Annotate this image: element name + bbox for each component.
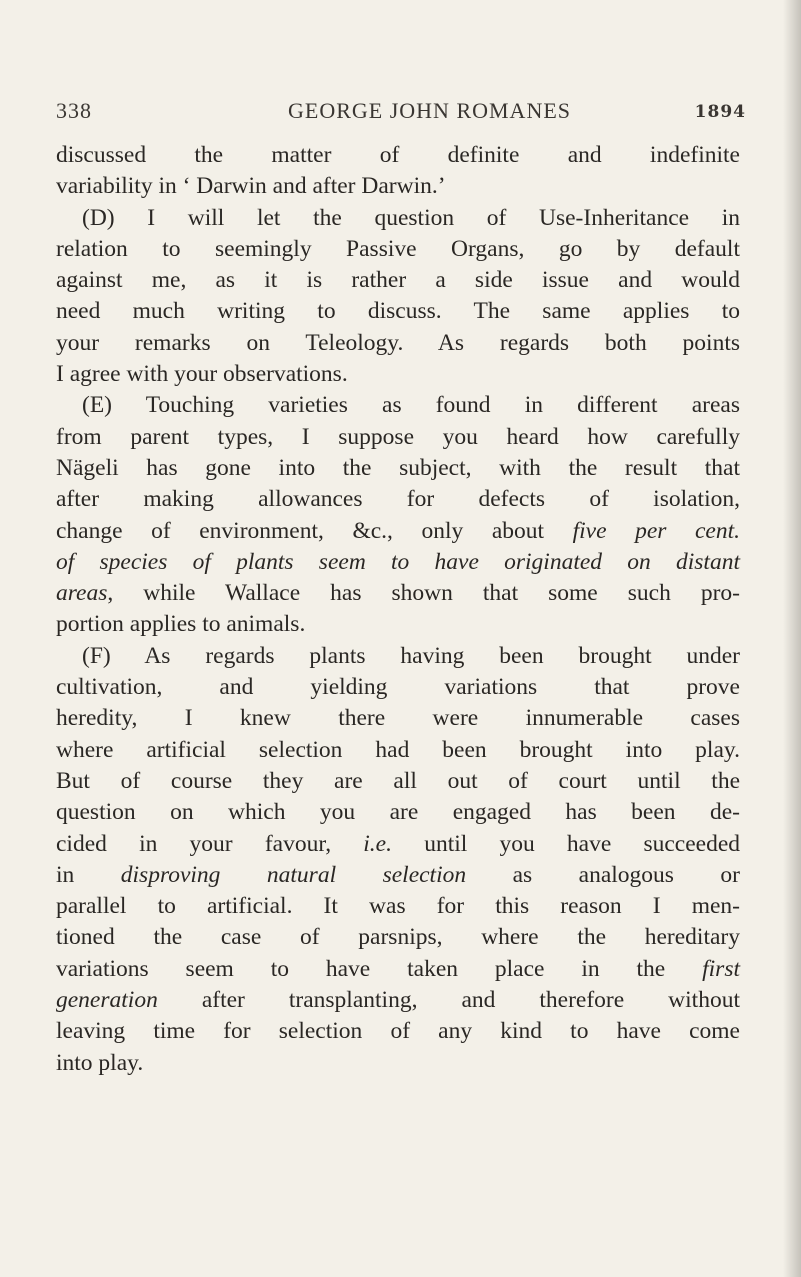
text-line: But of course they are all out of court until the (56, 767, 740, 794)
text-line: after making allowances for defects of isolation, (56, 486, 740, 513)
text-line: tioned the case of parsnips, where the hereditary (56, 924, 740, 951)
text-line: relation to seemingly Passive Organs, go by default (56, 235, 740, 262)
text-segment: variations seem to have taken place in the (56, 955, 703, 982)
text-segment: in (56, 861, 121, 888)
year-marker: 1894 (694, 102, 746, 122)
text-line: need much writing to discuss. The same applies to (56, 298, 740, 325)
letter-body (56, 140, 740, 1079)
text-line: portion applies to animals. (56, 611, 306, 638)
text-line: I agree with your observations. (56, 361, 348, 388)
text-line: variability in ‘ Darwin and after Darwin.’ (56, 173, 446, 200)
text-segment: until you have succeeded (392, 830, 741, 857)
italic-segment: areas (56, 580, 108, 607)
text-segment: cided in your favour, (56, 830, 364, 857)
page-number: 338 (56, 98, 92, 123)
text-line (56, 516, 740, 547)
paragraph-f-start: (F) As regards plants having been brought under (82, 642, 740, 669)
paragraph-e-start: (E) Touching varieties as found in different areas (82, 392, 740, 419)
text-line: where artificial selection had been brought into play. (56, 736, 740, 763)
text-line: against me, as it is rather a side issue and would (56, 267, 740, 294)
page-edge-shadow (783, 0, 801, 1277)
text-line: parallel to artificial. It was for this reason I men- (56, 893, 740, 920)
text-line (56, 985, 740, 1016)
text-line: cultivation, and yielding variations that prove (56, 674, 740, 701)
text-segment: , while Wallace has shown that some such pro- (107, 580, 740, 607)
italic-segment: i.e. (363, 830, 392, 857)
italic-segment: five per cent. (572, 517, 740, 544)
text-line: heredity, I knew there were innumerable cases (56, 705, 740, 732)
text-line (56, 860, 740, 891)
text-segment: after transplanting, and therefore without (157, 987, 740, 1014)
text-line: your remarks on Teleology. As regards both points (56, 329, 740, 356)
text-segment: change of environment, &c., only about (56, 517, 573, 544)
text-line: from parent types, I suppose you heard how carefully (56, 423, 740, 450)
text-line (56, 829, 740, 860)
text-line: leaving time for selection of any kind to have come (56, 1018, 740, 1045)
running-head (56, 94, 746, 126)
text-line (56, 954, 740, 985)
text-segment: as analogous or (466, 861, 741, 888)
text-line-italic (56, 547, 740, 578)
text-line: discussed the matter of definite and indefinite (56, 142, 740, 168)
italic-segment: disproving natural selection (120, 861, 467, 888)
text-line: Nägeli has gone into the subject, with the result that (56, 454, 740, 481)
italic-segment: first (702, 955, 740, 982)
running-title: GEORGE JOHN ROMANES (288, 98, 572, 123)
text-line: into play. (56, 1049, 144, 1076)
paragraph-d-start: (D) I will let the question of Use-Inheritance in (82, 204, 740, 231)
text-line (56, 578, 740, 609)
text-line: question on which you are engaged has been de- (56, 799, 740, 826)
italic-segment: generation (56, 987, 158, 1014)
italic-segment: of species of plants seem to have originated on distant (56, 548, 740, 575)
